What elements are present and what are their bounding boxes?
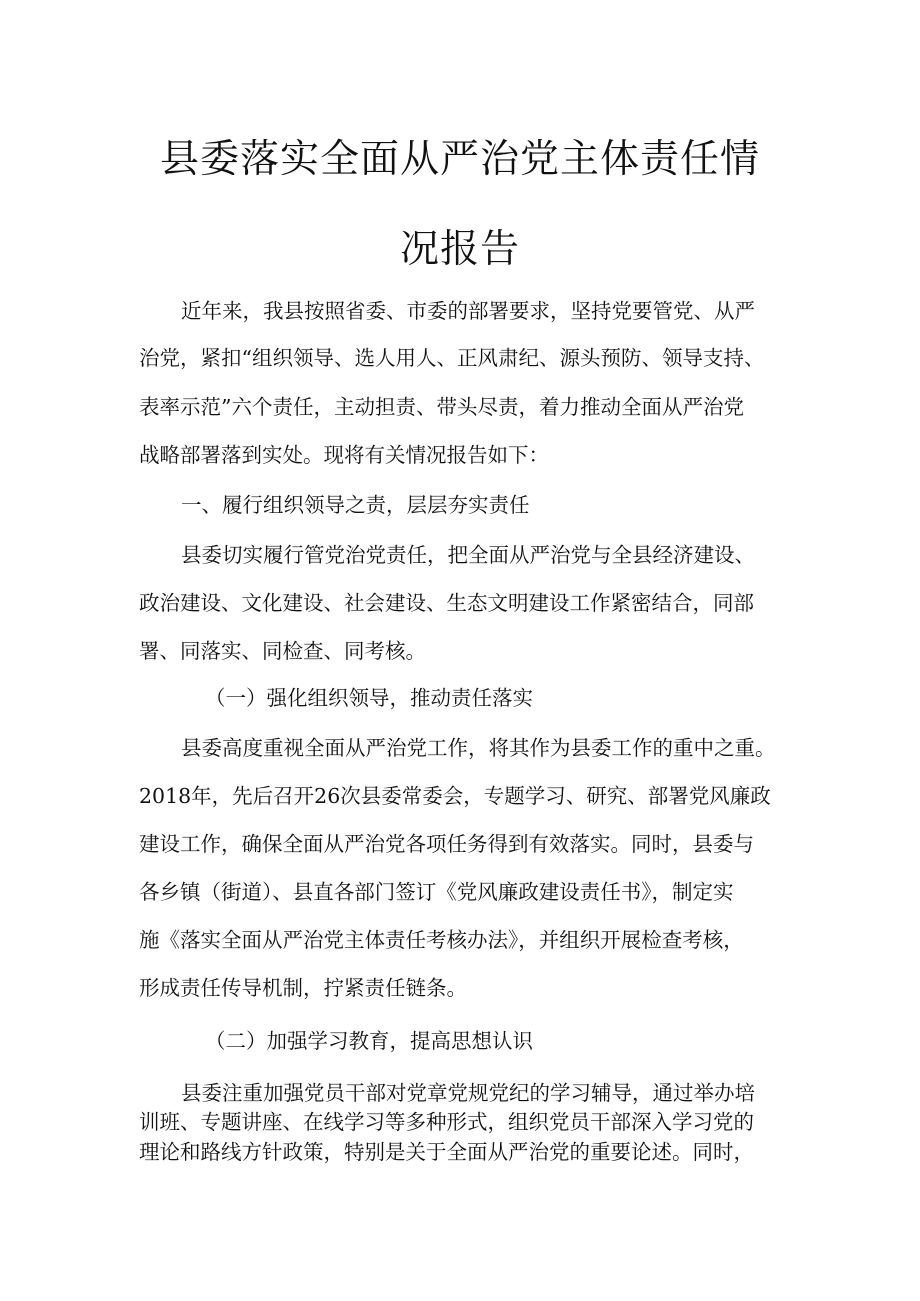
body-line-19: 理论和路线方针政策，特别是关于全面从严治党的重要论述。同时， bbox=[139, 1140, 754, 1164]
body-line-13: 各乡镇（街道）、县直各部门签订《党风廉政建设责任书》，制定实 bbox=[139, 880, 734, 904]
body-line-18: 训班、专题讲座、在线学习等多种形式，组织党员干部深入学习党的 bbox=[139, 1110, 754, 1134]
subsection-heading-1: （一）强化组织领导，推动责任落实 bbox=[205, 686, 533, 710]
body-line-2: 治党，紧扣“组织领导、选人用人、正风肃纪、源头预防、领导支持、 bbox=[139, 346, 765, 370]
body-line-3: 表率示范”六个责任，主动担责、带头尽责，着力推动全面从严治党 bbox=[139, 395, 744, 419]
body-line-14: 施《落实全面从严治党主体责任考核办法》，并组织开展检查考核， bbox=[139, 928, 744, 952]
body-line-10: 县委高度重视全面从严治党工作，将其作为县委工作的重中之重。 bbox=[181, 736, 776, 760]
body-line-15: 形成责任传导机制，拧紧责任链条。 bbox=[139, 976, 467, 1000]
body-line-6: 县委切实履行管党治党责任，把全面从严治党与全县经济建设、 bbox=[181, 543, 755, 567]
body-line-4: 战略部署落到实处。现将有关情况报告如下： bbox=[139, 443, 549, 467]
body-line-12: 建设工作，确保全面从严治党各项任务得到有效落实。同时，县委与 bbox=[139, 832, 754, 856]
body-line-1: 近年来，我县按照省委、市委的部署要求，坚持党要管党、从严 bbox=[181, 299, 755, 323]
document-title-line-1: 县委落实全面从严治党主体责任情 bbox=[159, 137, 760, 182]
body-line-7: 政治建设、文化建设、社会建设、生态文明建设工作紧密结合，同部 bbox=[139, 591, 754, 615]
body-line-17: 县委注重加强党员干部对党章党规党纪的学习辅导，通过举办培 bbox=[181, 1081, 755, 1105]
section-heading-1: 一、履行组织领导之责，层层夯实责任 bbox=[181, 493, 530, 517]
body-line-8: 署、同落实、同检查、同考核。 bbox=[139, 639, 426, 663]
document-title-line-2: 况报告 bbox=[399, 227, 520, 272]
subsection-heading-2: （二）加强学习教育，提高思想认识 bbox=[205, 1029, 533, 1053]
body-line-11: 2018年，先后召开26次县委常委会，专题学习、研究、部署党风廉政 bbox=[139, 784, 771, 808]
